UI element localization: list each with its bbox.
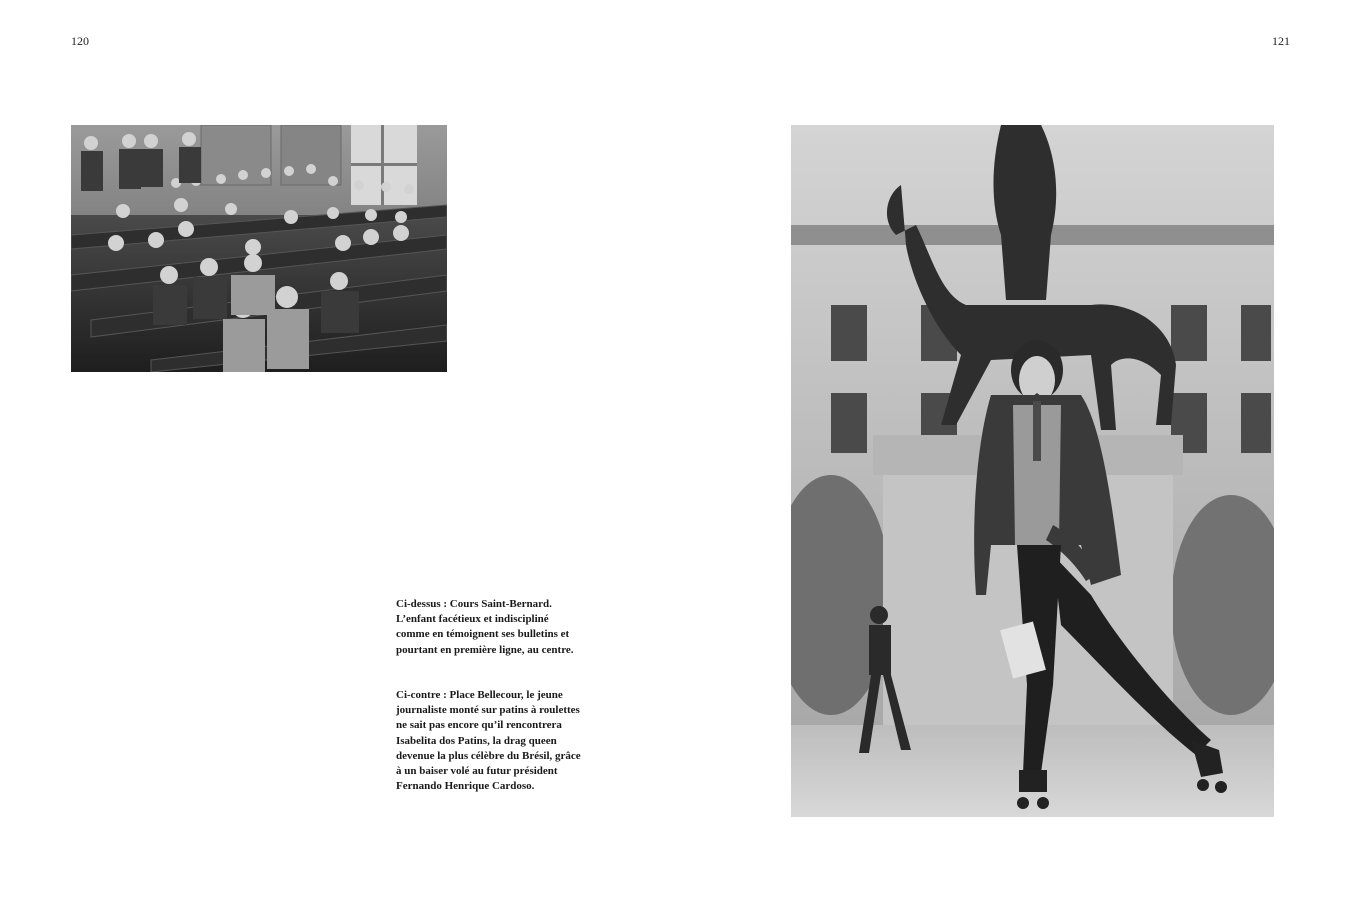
classroom-photo-image bbox=[71, 125, 447, 372]
classroom-photo bbox=[71, 125, 447, 372]
page-number-left: 120 bbox=[71, 34, 89, 48]
caption-above: Ci-dessus : Cours Saint-Bernard. L’enfant facétieux et indiscipliné comme en témoignent ses bulletins et pourtant en première ligne, au centre. bbox=[396, 598, 574, 656]
roller-skater-photo bbox=[791, 125, 1274, 817]
caption-opposite: Ci-contre : Place Bellecour, le jeune journaliste monté sur patins à roulettes ne sait pas encore qu’il rencontrera Isabelita dos Patins, la drag queen devenue la plus célèbre du Brésil, grâce à un baiser volé au futur président Fernando Henrique Cardoso. bbox=[396, 689, 581, 793]
roller-skater-photo-image bbox=[791, 125, 1274, 817]
page-number-right: 121 bbox=[1272, 34, 1290, 48]
